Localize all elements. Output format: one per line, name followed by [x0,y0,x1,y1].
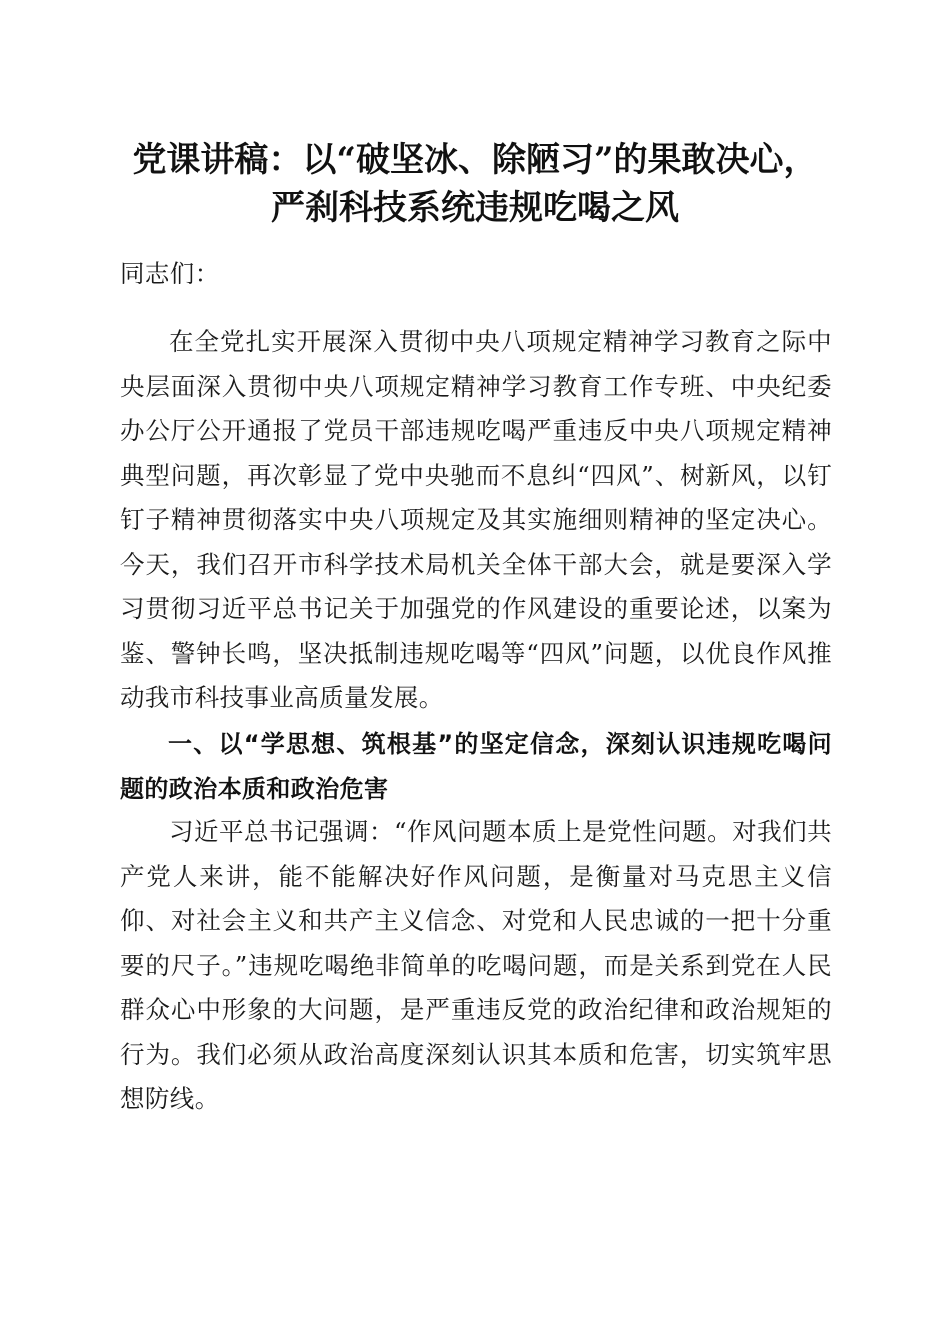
greeting: 同志们： [120,259,220,288]
paragraph-intro: 在全党扎实开展深入贯彻中央八项规定精神学习教育之际中央层面深入贯彻中央八项规定精神学习教育工作专班、中央纪委办公厅公开通报了党员干部违规吃喝严重违反中央八项规定精神典型问题，再次彰显了党中央驰而不息纠“四风”、树新风，以钉钉子精神贯彻落实中央八项规定及其实施细则精神的坚定决心。今天，我们召开市科学技术局机关全体干部大会，就是要深入学习贯彻习近平总书记关于加强党的作风建设的重要论述，以案为鉴、警钟长鸣，坚决抵制违规吃喝等“四风”问题，以优良作风推动我市科技事业高质量发展。 [120,327,832,712]
document-title-line-1: 党课讲稿：以“破坚冰、除陋习”的果敢决心， [132,140,818,180]
document-title-line-2: 严刹科技系统违规吃喝之风 [271,188,679,228]
section-heading-1: 一、以“学思想、筑根基”的坚定信念，深刻认识违规吃喝问题的政治本质和政治危害 [120,730,832,803]
paragraph-section-1: 习近平总书记强调：“作风问题本质上是党性问题。对我们共产党人来讲，能不能解决好作风问题，是衡量对马克思主义信仰、对社会主义和共产主义信念、对党和人民忠诚的一把十分重要的尺子。”违规吃喝绝非简单的吃喝问题，而是关系到党在人民群众心中形象的大问题，是严重违反党的政治纪律和政治规矩的行为。我们必须从政治高度深刻认识其本质和危害，切实筑牢思想防线。 [120,817,832,1113]
